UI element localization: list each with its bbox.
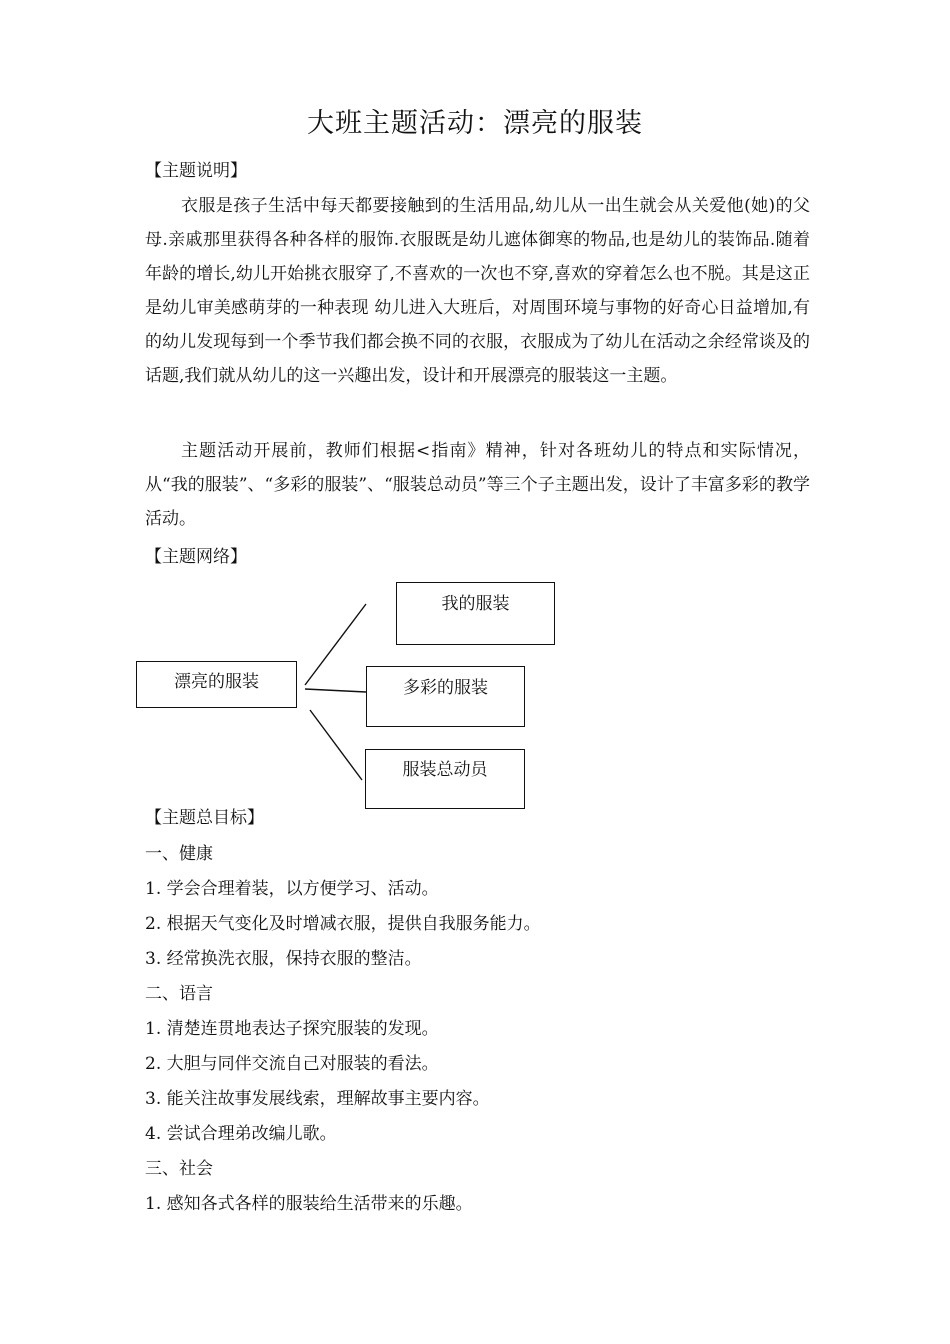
- section-heading-explanation: 【主题说明】: [145, 161, 247, 181]
- goal-item: 3. 能关注故事发展线索，理解故事主要内容。: [145, 1089, 490, 1109]
- goal-item: 2. 根据天气变化及时增减衣服，提供自我服务能力。: [145, 914, 541, 934]
- network-child-node-1: 我的服装: [396, 582, 555, 645]
- goal-category-language: 二、语言: [145, 984, 213, 1004]
- goal-item: 4. 尝试合理弟改编儿歌。: [145, 1124, 337, 1144]
- explanation-paragraph-1: 衣服是孩子生活中每天都要接触到的生活用品,幼儿从一出生就会从关爱他(她)的父母.亲戚那里获得各种各样的服饰.衣服既是幼儿遮体御寒的物品,也是幼儿的装饰品.随着年龄的增长,幼儿开始挑衣服穿了,不喜欢的一次也不穿,喜欢的穿着怎么也不脱。其是这正是幼儿审美感萌芽的一种表现 幼儿进入大班后，对周围环境与事物的好奇心日益增加,有的幼儿发现每到一个季节我们都会换不同的衣服，衣服成为了幼儿在活动之余经常谈及的话题,我们就从幼儿的这一兴趣出发，设计和开展漂亮的服装这一主题。: [145, 196, 810, 386]
- section-heading-goals: 【主题总目标】: [145, 808, 264, 828]
- network-child-node-2: 多彩的服装: [366, 666, 525, 727]
- network-root-node: 漂亮的服装: [136, 661, 297, 708]
- explanation-paragraph-2: 主题活动开展前，教师们根据<指南》精神，针对各班幼儿的特点和实际情况，从“我的服装”、“多彩的服装”、“服装总动员”等三个子主题出发，设计了丰富多彩的教学活动。: [145, 441, 810, 529]
- connector-line-2: [305, 689, 366, 692]
- section-heading-network: 【主题网络】: [145, 547, 247, 567]
- goal-category-society: 三、社会: [145, 1159, 213, 1179]
- goal-item: 1. 清楚连贯地表达子探究服装的发现。: [145, 1019, 439, 1039]
- goal-item: 3. 经常换洗衣服，保持衣服的整洁。: [145, 949, 422, 969]
- goal-item: 2. 大胆与同伴交流自己对服装的看法。: [145, 1054, 439, 1074]
- theme-network-diagram: [0, 570, 950, 820]
- goal-item: 1. 感知各式各样的服装给生活带来的乐趣。: [145, 1194, 473, 1214]
- network-child-node-3: 服装总动员: [365, 749, 525, 809]
- connector-line-3: [310, 710, 362, 780]
- connector-line-1: [305, 604, 366, 685]
- document-title: 大班主题活动：漂亮的服装: [307, 108, 643, 139]
- goal-item: 1. 学会合理着装，以方便学习、活动。: [145, 879, 439, 899]
- goal-category-health: 一、健康: [145, 844, 213, 864]
